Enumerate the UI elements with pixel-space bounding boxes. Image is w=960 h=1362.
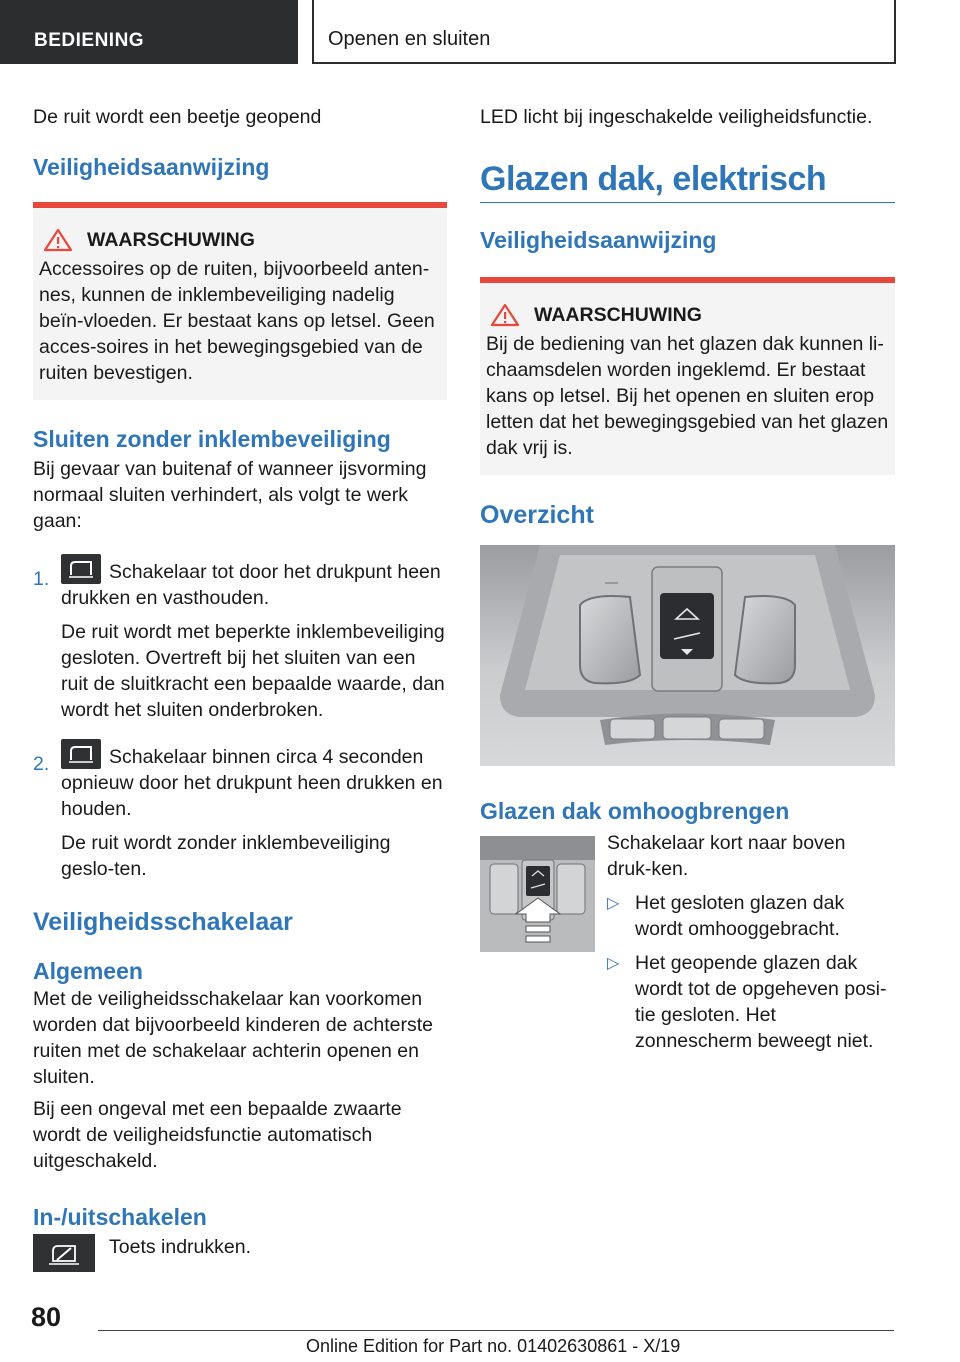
safety-heading: Veiligheidsaanwijzing	[33, 154, 270, 180]
step-note: De ruit wordt met beperkte inklembeveiliging gesloten. Overtreft bij het sluiten van een ruit de sluitkracht een bepaalde waarde, dan wordt het sluiten onderbroken.	[61, 621, 445, 721]
bullet-text: Het gesloten glazen dak wordt omhooggebracht.	[635, 892, 845, 940]
overview-image	[480, 545, 895, 766]
raise-switch-image	[480, 836, 595, 952]
step-1	[33, 554, 447, 723]
footer-edition: Online Edition for Part no. 01402630861 - X/19	[306, 1336, 681, 1356]
bullet-item	[607, 950, 895, 1054]
close-heading: Sluiten zonder inklembeveiliging	[33, 426, 391, 452]
step-text: Schakelaar binnen circa 4 seconden opnieuw door het drukpunt heen drukken en houden.	[61, 746, 443, 820]
window-switch-icon	[61, 739, 101, 769]
general-heading: Algemeen	[33, 958, 143, 984]
warning-box	[33, 202, 447, 400]
warning-title: WAARSCHUWING	[534, 303, 702, 326]
warning-text: Accessoires op de ruiten, bijvoorbeeld anten-nes, kunnen de inklembeveiliging nadelig beïn-vloeden. Er bestaat kans op letsel. Geen acces-soires in het bewegingsgebied van de ruiten bevestigen.	[39, 258, 435, 384]
window-switch-icon	[61, 554, 101, 584]
step-text: Schakelaar tot door het drukpunt heen drukken en vasthouden.	[61, 561, 441, 609]
safety-switch-icon	[33, 1234, 95, 1272]
intro-text: De ruit wordt een beetje geopend	[33, 106, 322, 128]
chapter-title: Openen en sluiten	[312, 0, 896, 64]
warning-text: Bij de bediening van het glazen dak kunnen li-chaamsdelen worden ingeklemd. Er bestaat kans op letsel. Bij het openen en sluiten erop letten dat het bewegingsgebied van het glazen dak vrij is.	[486, 333, 889, 459]
raise-text: Schakelaar kort naar boven druk-ken.	[607, 832, 846, 880]
warning-title: WAARSCHUWING	[87, 228, 255, 251]
switch-heading: Veiligheidsschakelaar	[33, 908, 293, 936]
led-text: LED licht bij ingeschakelde veiligheidsfunctie.	[480, 106, 873, 128]
general-p1: Met de veiligheidsschakelaar kan voorkomen worden dat bijvoorbeeld kinderen de achterste ruiten met de schakelaar achterin openen en sluiten.	[33, 988, 434, 1088]
warning-box-2	[480, 277, 895, 475]
safety-heading-2: Veiligheidsaanwijzing	[480, 227, 717, 253]
raise-heading: Glazen dak omhoogbrengen	[480, 798, 790, 824]
overview-heading: Overzicht	[480, 501, 594, 529]
warning-icon	[43, 228, 73, 252]
bullet-text: Het geopende glazen dak wordt tot de opgeheven posi-tie gesloten. Het zonnescherm beweegt niet.	[635, 952, 887, 1052]
general-p2: Bij een ongeval met een bepaalde zwaarte wordt de veiligheidsfunctie automatisch uitgeschakeld.	[33, 1098, 402, 1172]
bullet-item	[607, 890, 895, 942]
step-note: De ruit wordt zonder inklembeveiliging geslo-ten.	[61, 832, 391, 880]
left-column	[33, 100, 447, 1272]
right-column	[480, 100, 895, 1054]
close-intro: Bij gevaar van buitenaf of wanneer ijsvorming normaal sluiten verhindert, als volgt te werk gaan:	[33, 458, 427, 532]
onoff-text: Toets indrukken.	[109, 1236, 251, 1258]
roof-heading: Glazen dak, elektrisch	[480, 158, 895, 203]
step-number: 2.	[33, 753, 50, 775]
page-number: 80	[31, 1302, 62, 1332]
onoff-heading: In-/uitschakelen	[33, 1204, 207, 1230]
section-tab: BEDIENING	[0, 0, 298, 64]
triangle-bullet-icon: ▷	[607, 895, 620, 912]
warning-icon	[490, 303, 520, 327]
step-number: 1.	[33, 568, 50, 590]
footer-divider	[98, 1330, 894, 1331]
step-2	[33, 739, 447, 882]
triangle-bullet-icon: ▷	[607, 955, 620, 972]
